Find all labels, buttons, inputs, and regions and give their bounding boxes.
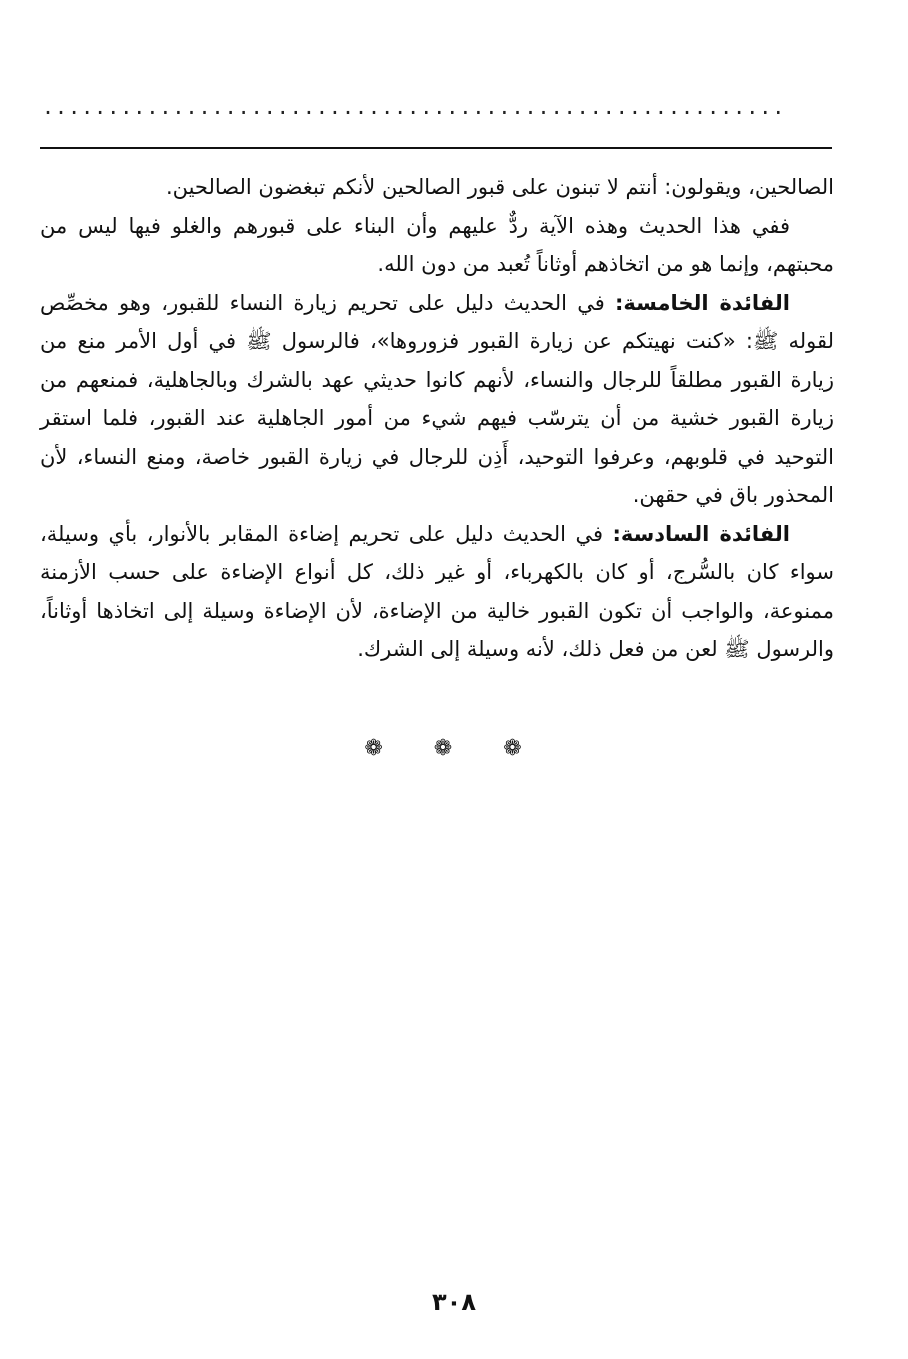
- paragraph-sixth-benefit: [40, 515, 834, 669]
- main-text: [40, 168, 834, 669]
- fifth-benefit-heading: الفائدة الخامسة:: [615, 290, 790, 315]
- sixth-benefit-heading: الفائدة السادسة:: [612, 521, 790, 546]
- paragraph-1: [40, 168, 834, 207]
- paragraph-2: [40, 207, 834, 284]
- paragraph-fifth-benefit: [40, 284, 834, 515]
- paragraph-2-text: ففي هذا الحديث وهذه الآية ردٌّ عليهم وأن البناء على قبورهم والغلو فيها ليس من محبتهم، وإنما هو من اتخاذهم أوثاناً تُعبد من دون الله.: [40, 213, 834, 276]
- sixth-benefit-text: في الحديث دليل على تحريم إضاءة المقابر بالأنوار، بأي وسيلة، سواء كان بالسُّرج، أو كان بالكهرباء، أو غير ذلك، كل أنواع الإضاءة على حسب الأزمنة ممنوعة، والواجب أن تكون القبور خالية من الإضاءة، لأن الإضاءة وسيلة إلى اتخاذها أوثاناً، والرسول ﷺ لعن من فعل ذلك، لأنه وسيلة إلى الشرك.: [40, 521, 834, 661]
- header-rule: [40, 147, 832, 149]
- section-end-ornament: ❁ ❁ ❁: [364, 736, 544, 761]
- paragraph-1-text: الصالحين، ويقولون: أنتم لا تبنون على قبور الصالحين لأنكم تبغضون الصالحين.: [165, 175, 834, 199]
- header-dotted-line: .........................................................: [42, 100, 786, 114]
- fifth-benefit-text: في الحديث دليل على تحريم زيارة النساء للقبور، وهو مخصِّص لقوله ﷺ: «كنت نهيتكم عن زيارة القبور فزوروها»، فالرسول ﷺ في أول الأمر منع من زيارة القبور مطلقاً للرجال والنساء، لأنهم كانوا حديثي عهد بالشرك وبالجاهلية، فمنعهم من زيارة القبور خشية من أن يترسّب فيهم شيء من أمور الجاهلية عند القبور، فلما استقر التوحيد في قلوبهم، وعرفوا التوحيد، أَذِن للرجال في زيارة القبور خاصة، ومنع النساء، لأن المحذور باق في حقهن.: [40, 290, 834, 507]
- page-number: ٣٠٨: [432, 1288, 476, 1316]
